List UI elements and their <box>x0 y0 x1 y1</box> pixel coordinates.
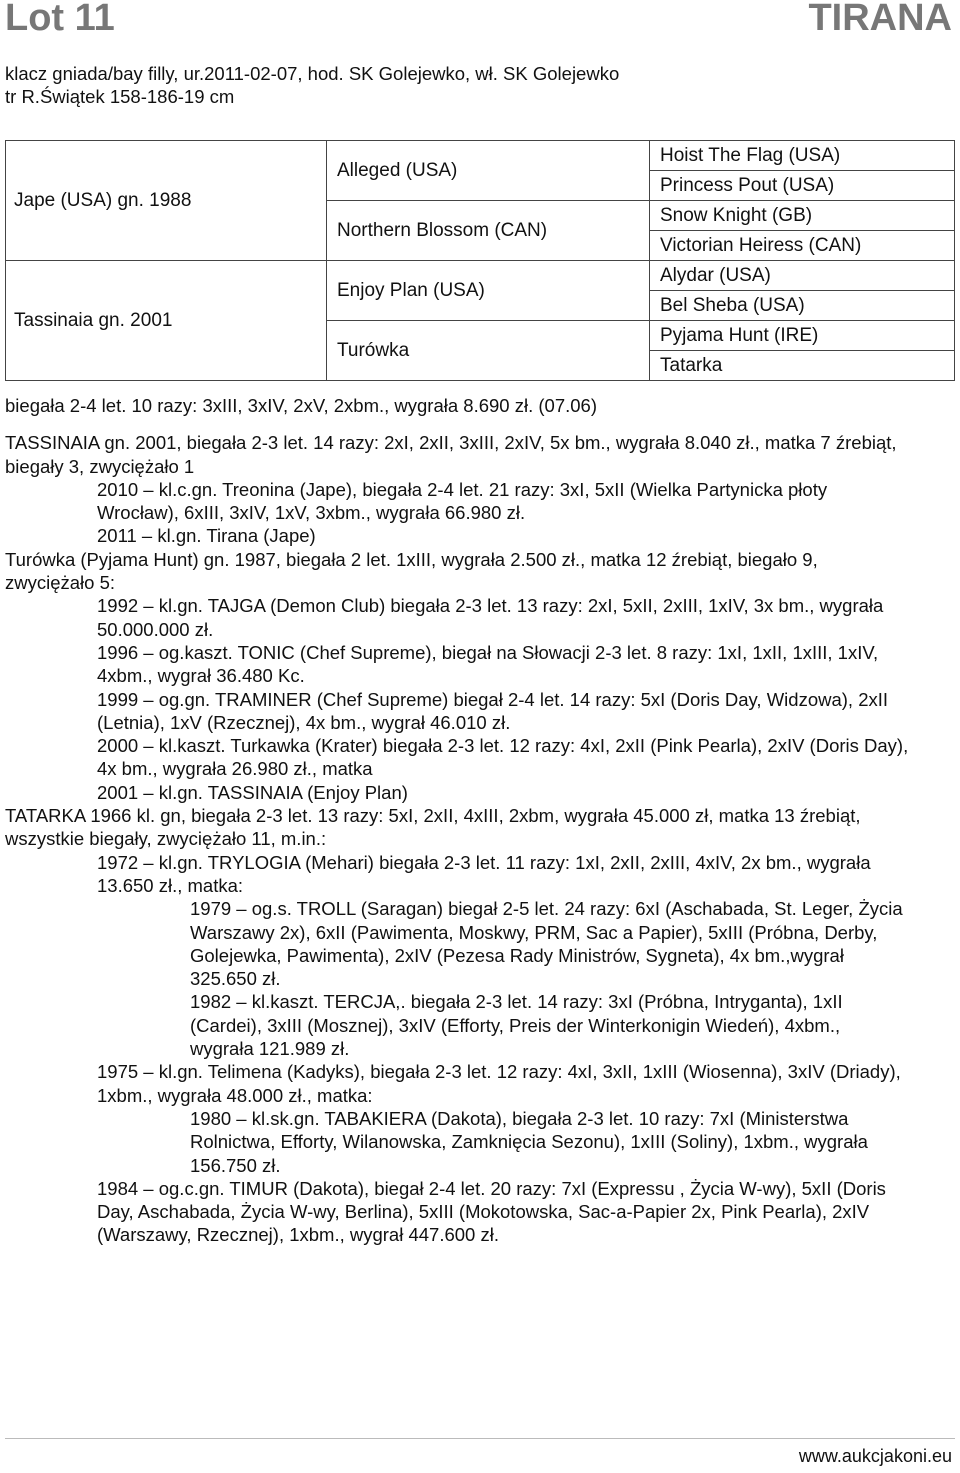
dam-line-row: 1980 – kl.sk.gn. TABAKIERA (Dakota), biegała 2-3 let. 10 razy: 7xI (Ministerstwa <box>190 1107 849 1129</box>
dam-line-row: wygrała 121.989 zł. <box>190 1038 350 1060</box>
description-line: klacz gniada/bay filly, ur.2011-02-07, hod. SK Golejewko, wł. SK Golejewko <box>5 63 620 84</box>
pedigree-table <box>5 140 955 381</box>
dam-line-row: wszystkie biegały, zwyciężało 11, m.in.: <box>5 828 327 850</box>
dam-line-row: 1996 – og.kaszt. TONIC (Chef Supreme), biegał na Słowacji 2-3 let. 8 razy: 1xI, 1xII, 1xIII, 1xIV, <box>97 641 879 663</box>
pedigree-dam: Tassinaia gn. 2001 <box>6 261 327 381</box>
description-line: tr R.Świątek 158-186-19 cm <box>5 86 235 107</box>
pedigree-g3: Snow Knight (GB) <box>650 201 955 231</box>
dam-line-row: 13.650 zł., matka: <box>97 874 244 896</box>
dam-line-row: Golejewka, Pawimenta), 2xIV (Pezesa Rady Ministrów, Sygneta), 4x bm.,wygrał <box>190 944 844 966</box>
pedigree-g3: Hoist The Flag (USA) <box>650 141 955 171</box>
dam-line-row: 2001 – kl.gn. TASSINAIA (Enjoy Plan) <box>97 781 408 803</box>
dam-line-row: zwyciężało 5: <box>5 572 116 594</box>
pedigree-g3: Victorian Heiress (CAN) <box>650 231 955 261</box>
pedigree-g3: Tatarka <box>650 351 955 381</box>
dam-line-row: 4x bm., wygrała 26.980 zł., matka <box>97 758 373 780</box>
dam-line-row: (Letnia), 1xV (Rzecznej), 4x bm., wygrał 46.010 zł. <box>97 711 511 733</box>
pedigree-g2: Turówka <box>327 321 650 381</box>
dam-line <box>5 431 955 1246</box>
dam-line-row: biegały 3, zwyciężało 1 <box>5 455 195 477</box>
dam-line-row: 50.000.000 zł. <box>97 618 214 640</box>
dam-line-row: 1999 – og.gn. TRAMINER (Chef Supreme) biegał 2-4 let. 14 razy: 5xI (Doris Day, Widzowa), 2xII <box>97 688 889 710</box>
pedigree-sire: Jape (USA) gn. 1988 <box>6 141 327 261</box>
race-summary: biegała 2-4 let. 10 razy: 3xIII, 3xIV, 2xV, 2xbm., wygrała 8.690 zł. (07.06) <box>5 395 597 416</box>
horse-name: TIRANA <box>808 0 952 39</box>
race-record <box>5 394 955 1247</box>
dam-line-row: 2011 – kl.gn. Tirana (Jape) <box>97 525 316 547</box>
dam-line-row: (Warszawy, Rzecznej), 1xbm., wygrał 447.600 zł. <box>97 1224 499 1246</box>
dam-line-row: Wrocław), 6xIII, 3xIV, 1xV, 3xbm., wygrała 66.980 zł. <box>97 502 526 524</box>
dam-line-row: Day, Aschabada, Życia W-wy, Berlina), 5xIII (Mokotowska, Sac-a-Papier 2x, Pink Pearla), 2xIV <box>97 1201 870 1223</box>
dam-line-row: TASSINAIA gn. 2001, biegała 2-3 let. 14 razy: 2xI, 2xII, 3xIII, 2xIV, 5x bm., wygrała 8.040 zł., matka 7 źrebiąt, <box>5 432 897 454</box>
spacer <box>5 417 955 431</box>
dam-line-row: 1992 – kl.gn. TAJGA (Demon Club) biegała 2-3 let. 13 razy: 2xI, 5xII, 2xIII, 1xIV, 3x bm., wygrała <box>97 595 884 617</box>
pedigree-g3: Pyjama Hunt (IRE) <box>650 321 955 351</box>
dam-line-row: TATARKA 1966 kl. gn, biegała 2-3 let. 13 razy: 5xI, 2xII, 4xIII, 2xbm, wygrała 45.000 zł, matka 13 źrebiąt, <box>5 805 861 827</box>
dam-line-row: 1975 – kl.gn. Telimena (Kadyks), biegała 2-3 let. 12 razy: 4xI, 3xII, 1xIII (Wiosenna), 3xIV (Driady), <box>97 1061 901 1083</box>
dam-line-row: 1972 – kl.gn. TRYLOGIA (Mehari) biegała 2-3 let. 11 razy: 1xI, 2xII, 2xIII, 4xIV, 2x bm., wygrała <box>97 851 871 873</box>
pedigree-g2: Enjoy Plan (USA) <box>327 261 650 321</box>
dam-line-row: 1982 – kl.kaszt. TERCJA,. biegała 2-3 let. 14 razy: 3xI (Próbna, Intryganta), 1xII <box>190 991 843 1013</box>
dam-line-row: Rolnictwa, Efforty, Wilanowska, Zamknięcia Sezonu), 1xIII (Soliny), 1xbm., wygrała <box>190 1131 868 1153</box>
horse-description <box>5 62 619 108</box>
lot-number: Lot 11 <box>5 0 115 39</box>
dam-line-row: 1xbm., wygrała 48.000 zł., matka: <box>97 1084 373 1106</box>
page-header <box>0 0 960 40</box>
footer-url[interactable]: www.aukcjakoni.eu <box>798 1446 952 1466</box>
pedigree-g3: Alydar (USA) <box>650 261 955 291</box>
footer-divider <box>5 1438 955 1439</box>
pedigree-g3: Bel Sheba (USA) <box>650 291 955 321</box>
dam-line-row: 1984 – og.c.gn. TIMUR (Dakota), biegał 2-4 let. 20 razy: 7xI (Expressu , Życia W-wy), 5xII (Doris <box>97 1177 886 1199</box>
dam-line-row: 2000 – kl.kaszt. Turkawka (Krater) biegała 2-3 let. 12 razy: 4xI, 2xII (Pink Pearla), 2xIV (Doris Day), <box>97 735 909 757</box>
dam-line-row: 1979 – og.s. TROLL (Saragan) biegał 2-5 let. 24 razy: 6xI (Aschabada, St. Leger, Życia <box>190 898 903 920</box>
dam-line-row: 2010 – kl.c.gn. Treonina (Jape), biegała 2-4 let. 21 razy: 3xI, 5xII (Wielka Partynicka płoty <box>97 478 828 500</box>
dam-line-row: Warszawy 2x), 6xII (Pawimenta, Moskwy, PRM, Sac a Papier), 5xIII (Próbna, Derby, <box>190 921 878 943</box>
dam-line-row: Turówka (Pyjama Hunt) gn. 1987, biegała 2 let. 1xIII, wygrała 2.500 zł., matka 12 źrebiąt, biegało 9, <box>5 548 818 570</box>
dam-line-row: 156.750 zł. <box>190 1154 281 1176</box>
dam-line-row: 325.650 zł. <box>190 968 281 990</box>
pedigree-g2: Alleged (USA) <box>327 141 650 201</box>
pedigree-g2: Northern Blossom (CAN) <box>327 201 650 261</box>
dam-line-row: 4xbm., wygrał 36.480 Kc. <box>97 665 305 687</box>
pedigree-g3: Princess Pout (USA) <box>650 171 955 201</box>
dam-line-row: (Cardei), 3xIII (Mosznej), 3xIV (Efforty, Preis der Winterkonigin Wiedeń), 4xbm., <box>190 1014 841 1036</box>
